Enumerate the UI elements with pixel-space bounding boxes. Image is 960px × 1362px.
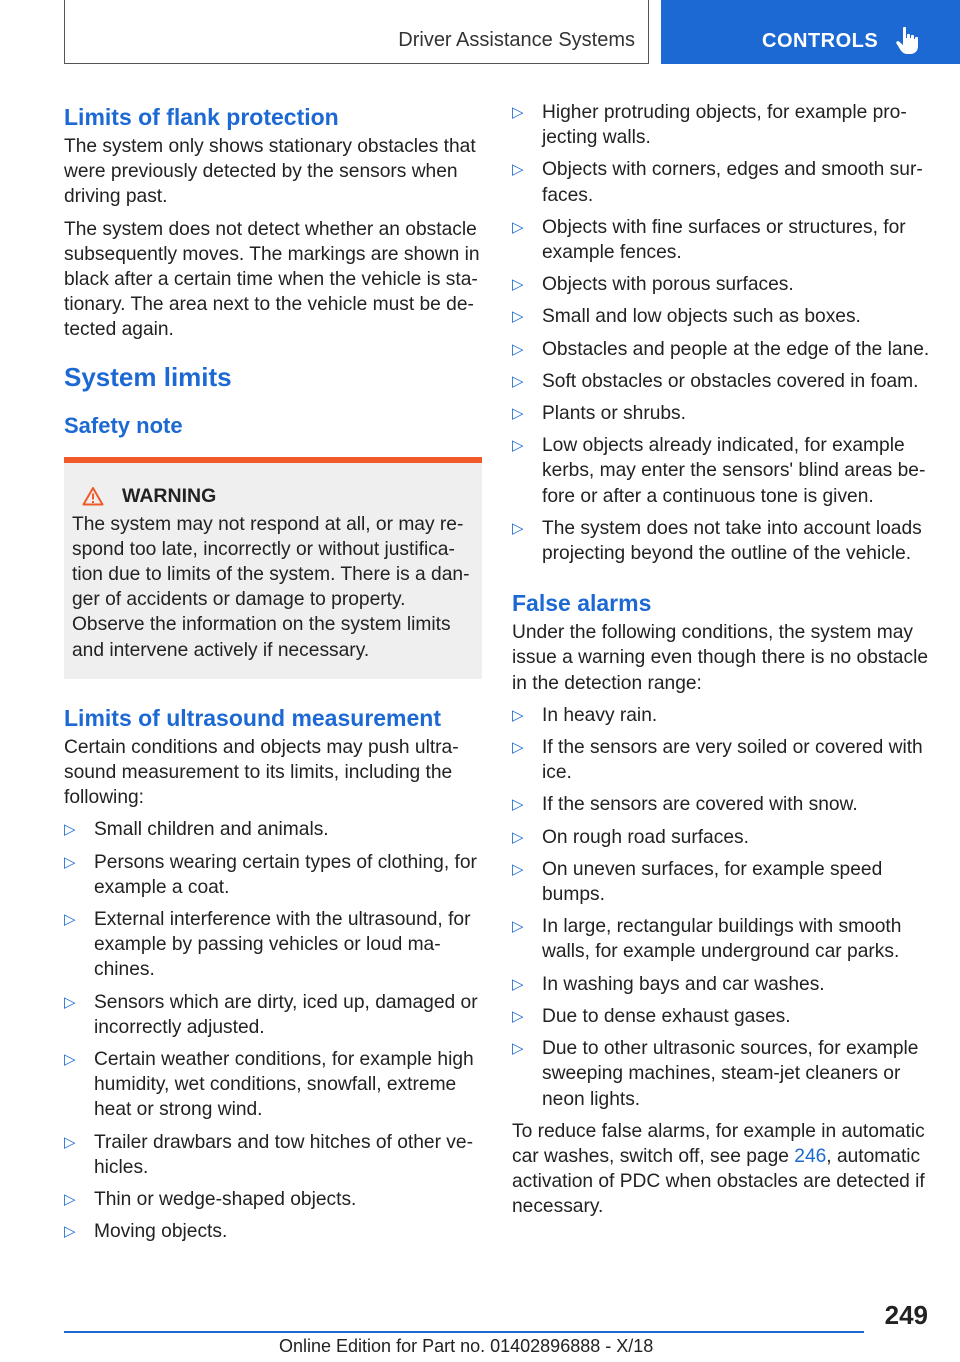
list-item: ▷ Objects with fine surfaces or structures, for example fences. — [512, 216, 906, 264]
bullet-triangle-icon: ▷ — [512, 308, 524, 326]
list-item: ▷ Small children and animals. — [64, 817, 482, 842]
bullet-triangle-icon: ▷ — [64, 1051, 76, 1069]
list-item: ▷ Thin or wedge-shaped objects. — [64, 1187, 482, 1212]
list-item: ▷ Small and low objects such as boxes. — [512, 304, 930, 329]
list-item: ▷ The system does not take into account loads projecting beyond the outline of the vehicle. — [512, 517, 922, 565]
bullet-triangle-icon: ▷ — [512, 860, 524, 878]
bullet-triangle-icon: ▷ — [64, 1223, 76, 1241]
ultrasound-list — [64, 817, 482, 1244]
list-item: ▷ Trailer drawbars and tow hitches of other vehicles. — [64, 1131, 473, 1178]
list-item: ▷ Persons wearing certain types of clothing, for example a coat. — [64, 851, 477, 898]
list-item: ▷ Soft obstacles or obstacles covered in foam. — [512, 369, 930, 394]
list-item: ▷ Sensors which are dirty, iced up, damaged or incorrectly adjusted. — [64, 991, 478, 1038]
hand-pointer-icon — [894, 25, 922, 55]
false-alarms-intro: Under the following conditions, the system may issue a warning even though there is no obstacle in the detection range: — [512, 622, 928, 694]
list-item: ▷ Due to other ultrasonic sources, for example sweeping machines, steam-jet cleaners or neon lights. — [512, 1038, 919, 1110]
warning-header — [82, 485, 472, 508]
list-item: ▷ External interference with the ultrasound, for example by passing vehicles or loud machines. — [64, 909, 471, 981]
list-item: ▷ Due to dense exhaust gases. — [512, 1004, 930, 1029]
list-item: ▷ Plants or shrubs. — [512, 401, 930, 426]
bullet-triangle-icon: ▷ — [512, 706, 524, 724]
list-item: ▷ Objects with corners, edges and smooth surfaces. — [512, 159, 923, 206]
page-number: 249 — [884, 1300, 928, 1330]
bullet-triangle-icon: ▷ — [512, 918, 524, 936]
warning-title: WARNING — [122, 484, 217, 507]
bullet-triangle-icon: ▷ — [64, 911, 76, 929]
list-item: ▷ Obstacles and people at the edge of the lane. — [512, 337, 930, 362]
warning-triangle-icon — [82, 486, 104, 506]
bullet-triangle-icon: ▷ — [64, 993, 76, 1011]
warning-box — [64, 457, 482, 679]
flank-paragraph-1: The system only shows stationary obstacles that were previously detected by the sensors when driving past. — [64, 136, 476, 208]
heading-ultrasound-limits: Limits of ultrasound measurement — [64, 704, 442, 731]
bullet-triangle-icon: ▷ — [512, 161, 524, 179]
objects-list — [512, 100, 930, 566]
list-item: ▷ Moving objects. — [64, 1219, 482, 1244]
bullet-triangle-icon: ▷ — [512, 975, 524, 993]
list-item: ▷ In heavy rain. — [512, 703, 930, 728]
flank-paragraph-2: The system does not detect whether an obstacle subsequently moves. The markings are shown in black after a certain time when the vehicle is stationary. The area next to the vehicle must be detected again. — [64, 218, 480, 341]
list-item: ▷ In washing bays and car washes. — [512, 972, 930, 997]
bullet-triangle-icon: ▷ — [512, 1007, 524, 1025]
list-item: ▷ On rough road surfaces. — [512, 825, 930, 850]
bullet-triangle-icon: ▷ — [512, 796, 524, 814]
heading-safety-note: Safety note — [64, 412, 183, 438]
bullet-triangle-icon: ▷ — [64, 1133, 76, 1151]
header-section-box — [64, 0, 649, 64]
bullet-triangle-icon: ▷ — [512, 739, 524, 757]
bullet-triangle-icon: ▷ — [512, 1040, 524, 1058]
footer-edition: Online Edition for Part no. 01402896888 - X/18 — [279, 1336, 654, 1356]
false-alarms-list — [512, 703, 930, 1112]
page-link-246[interactable]: 246 — [794, 1145, 827, 1167]
false-alarms-outro: To reduce false alarms, for example in automatic car washes, switch off, see page 246, automatic activation of PDC when obstacles are detected if necessary. — [512, 1120, 925, 1218]
list-item: ▷ If the sensors are very soiled or covered with ice. — [512, 737, 923, 784]
bullet-triangle-icon: ▷ — [512, 372, 524, 390]
bullet-triangle-icon: ▷ — [512, 519, 524, 537]
bullet-triangle-icon: ▷ — [64, 821, 76, 839]
bullet-triangle-icon: ▷ — [512, 828, 524, 846]
bullet-triangle-icon: ▷ — [512, 405, 524, 423]
list-item: ▷ Certain weather conditions, for example high humidity, wet conditions, snowfall, extreme heat or strong wind. — [64, 1049, 474, 1121]
header-section-title: Driver Assistance Systems — [398, 29, 635, 51]
bullet-triangle-icon: ▷ — [512, 340, 524, 358]
bullet-triangle-icon: ▷ — [512, 218, 524, 236]
left-column — [64, 100, 482, 1252]
list-item: ▷ If the sensors are covered with snow. — [512, 792, 930, 817]
bullet-triangle-icon: ▷ — [512, 104, 524, 121]
list-item: ▷ Low objects already indicated, for example kerbs, may enter the sensors' blind areas before or after a continuous tone is given. — [512, 435, 926, 507]
list-item: ▷ Higher protruding objects, for example projecting walls. — [512, 102, 907, 149]
bullet-triangle-icon: ▷ — [64, 853, 76, 871]
list-item: ▷ Objects with porous surfaces. — [512, 272, 930, 297]
header-chapter-title: CONTROLS — [762, 30, 879, 52]
ultrasound-intro: Certain conditions and objects may push ultrasound measurement to its limits, including the following: — [64, 736, 459, 809]
footer-divider — [64, 1331, 864, 1333]
list-item: ▷ On uneven surfaces, for example speed bumps. — [512, 858, 883, 906]
bullet-triangle-icon: ▷ — [512, 276, 524, 294]
heading-system-limits: System limits — [64, 361, 232, 392]
bullet-triangle-icon: ▷ — [512, 437, 524, 455]
bullet-triangle-icon: ▷ — [64, 1191, 76, 1209]
header-chapter-tab[interactable] — [661, 0, 960, 64]
heading-flank-protection: Limits of flank protection — [64, 104, 339, 130]
right-column — [512, 100, 930, 1227]
heading-false-alarms: False alarms — [512, 590, 652, 617]
warning-text: The system may not respond at all, or may respond too late, incorrectly or without justification due to limits of the system. There is a danger of accidents or damage to property. Observe the information on the system limits and intervene actively if necessary. — [72, 513, 470, 661]
list-item: ▷ In large, rectangular buildings with smooth walls, for example underground car parks. — [512, 916, 902, 963]
